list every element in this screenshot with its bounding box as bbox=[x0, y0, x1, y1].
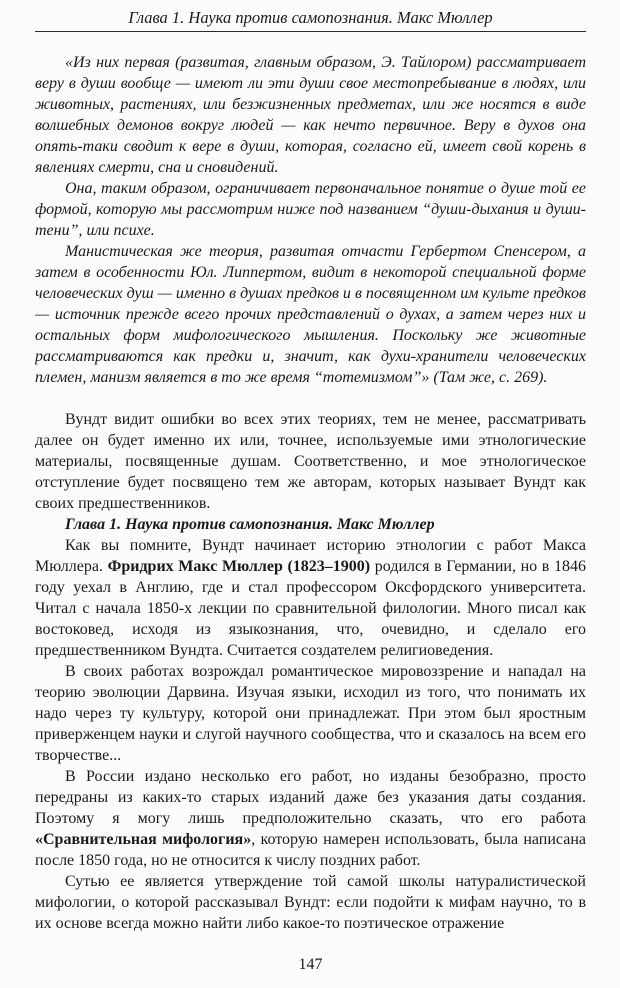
page-footer bbox=[35, 956, 586, 978]
text-run: В России издано несколько его работ, но изданы безобразно, просто передраны из каких-то старых изданий даже без указания даты создания. Поэтому я могу лишь предположительно сказать, что его работа bbox=[35, 768, 586, 827]
text-run: , которую намерен использовать, была написана после 1850 года, но не относится к числу поздних работ. bbox=[35, 831, 586, 869]
quote-paragraph-2: Она, таким образом, ограничивает первоначальное понятие о душе той ее формой, которую мы рассмотрим ниже под названием “души-дыхания и души-тени”, или психе. bbox=[35, 180, 586, 239]
page-content bbox=[35, 32, 586, 956]
body-paragraph-3: В своих работах возрождал романтическое мировоззрение и нападал на теорию эволюции Дарвина. Изучая языки, исходил из того, что понимать их надо через ту культуру, которой они принадлежат. При этом был яростным приверженцем науки и слугой научного сообщества, что и сказалось на всем его творчестве... bbox=[35, 663, 586, 764]
body-paragraph-1: Вундт видит ошибки во всех этих теориях, тем не менее, рассматривать далее он будет именно их или, точнее, используемые ими этнологические материалы, посвященные душам. Соответственно, и мое этнологическое отступление будет посвящено тем же авторам, которых называет Вундт как своих предшественников. bbox=[35, 411, 586, 512]
quote-paragraph-1: «Из них первая (развитая, главным образом, Э. Тайлором) рассматривает веру в души вообще — имеют ли эти души свое местопребывание в людях, или животных, растениях, или безжизненных предметах, или же носятся в виде волшебных демонов вокруг людей — как нечто первичное. Веру в духов она опять-таки сводит к вере в души, которая, согласно ей, имеет свой корень в явлениях смерти, сна и сновидений. bbox=[35, 54, 586, 176]
text-run: родился в Германии, но в 1846 году уехал в Англию, где и стал профессором Оксфордского университета. Читал с начала 1850-х лекции по сравнительной филологии. Много писал как востоковед, исходя из языкознания, что, очевидно, и сделало его предшественником Вундта. Считается создателем религиоведения. bbox=[35, 558, 586, 659]
bold-run-mueller: Фридрих Макс Мюллер (1823–1900) bbox=[107, 558, 371, 575]
body-paragraph-4 bbox=[35, 766, 586, 871]
bold-run-book-title: «Сравнительная мифология» bbox=[35, 831, 252, 848]
running-header bbox=[35, 6, 586, 32]
body-paragraph-5: Сутью ее является утверждение той самой школы натуралистической мифологии, о которой рассказывал Вундт: если подойти к мифам научно, то в их основе всегда можно найти либо какое-то поэтическое отражение bbox=[35, 873, 586, 932]
quote-paragraph-3: Манистическая же теория, развитая отчасти Гербертом Спенсером, а затем в особенности Юл. Липпертом, видит в некоторой специальной форме человеческих душ — именно в душах предков и в посвященном им культе предков — источник прежде всего прочих представлений о духах, а затем через них и остальных форм мифологического мышления. Поскольку же животные рассматриваются как предки и, значит, как духи-хранители человеческих племен, манизм является в то же время “тотемизмом”» (Там же, с. 269). bbox=[35, 243, 586, 386]
page-number: 147 bbox=[298, 956, 323, 973]
body-paragraph-2 bbox=[35, 535, 586, 661]
text-run: Как вы помните, Вундт начинает историю этнологии с работ Макса Мюллера. bbox=[35, 537, 586, 575]
chapter-heading: Глава 1. Наука против самопознания. Макс Мюллер bbox=[65, 516, 435, 533]
running-header-title: Глава 1. Наука против самопознания. Макс Мюллер bbox=[128, 8, 493, 27]
